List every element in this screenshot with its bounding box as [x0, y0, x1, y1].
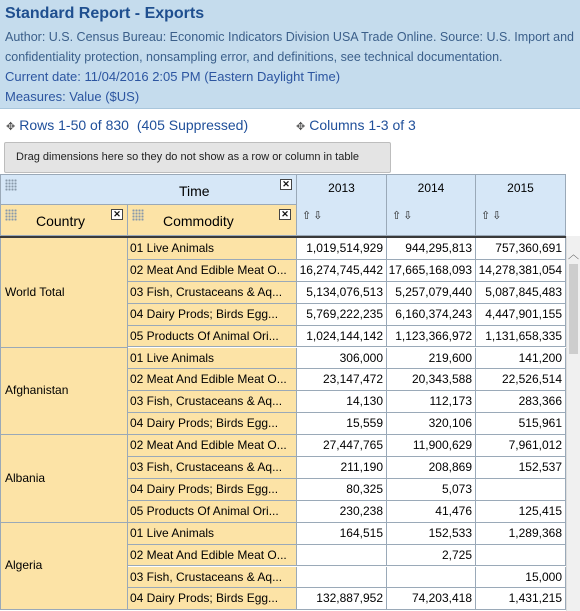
value-cell: 1,431,215	[476, 588, 566, 610]
expand-arrow-icon[interactable]: ✥	[296, 121, 306, 133]
country-label: Algeria	[5, 558, 43, 573]
sort-up-down-icon[interactable]: ⇧⇩	[481, 210, 504, 222]
value-cell: 23,147,472	[297, 369, 387, 391]
drag-grip-icon[interactable]	[5, 179, 17, 191]
value-cell: 515,961	[476, 413, 566, 435]
country-label: Country	[36, 213, 86, 229]
country-label: World Total	[5, 284, 65, 299]
value-cell: 16,274,745,442	[297, 260, 387, 282]
year-label: 2015	[507, 181, 534, 195]
value-cell: 306,000	[297, 348, 387, 370]
commodity-cell[interactable]: 02 Meat And Edible Meat O...	[128, 545, 297, 567]
commodity-cell[interactable]: 02 Meat And Edible Meat O...	[128, 369, 297, 391]
year-header-2015[interactable]	[476, 174, 566, 236]
sort-up-down-icon[interactable]: ⇧⇩	[302, 210, 325, 222]
vertical-scrollbar[interactable]	[566, 236, 580, 611]
country-cell[interactable]	[0, 348, 128, 436]
close-box-icon[interactable]: ✕	[111, 209, 123, 220]
value-cell	[476, 479, 566, 501]
time-label: Time	[179, 183, 210, 199]
commodity-cell[interactable]: 05 Products Of Animal Ori...	[128, 326, 297, 348]
value-cell: 230,238	[297, 501, 387, 523]
value-cell: 1,024,144,142	[297, 326, 387, 348]
expand-arrow-icon[interactable]: ✥	[6, 121, 16, 133]
scrollbar-thumb[interactable]	[569, 264, 578, 354]
value-cell: 152,533	[387, 523, 476, 545]
commodity-cell[interactable]: 03 Fish, Crustaceans & Aq...	[128, 567, 297, 589]
country-cell[interactable]	[0, 238, 128, 348]
commodity-cell[interactable]: 01 Live Animals	[128, 523, 297, 545]
value-cell: 164,515	[297, 523, 387, 545]
sort-up-down-icon[interactable]: ⇧⇩	[392, 210, 415, 222]
chevron-up-icon[interactable]: ︿	[568, 249, 579, 261]
value-cell: 1,123,366,972	[387, 326, 476, 348]
value-cell: 15,559	[297, 413, 387, 435]
drag-dimensions-zone[interactable]: Drag dimensions here so they do not show as a row or column in table	[4, 142, 391, 173]
value-cell: 74,203,418	[387, 588, 476, 610]
commodity-cell[interactable]: 04 Dairy Prods; Birds Egg...	[128, 413, 297, 435]
value-cell: 219,600	[387, 348, 476, 370]
value-cell: 2,725	[387, 545, 476, 567]
value-cell: 125,415	[476, 501, 566, 523]
value-cell: 15,000	[476, 567, 566, 589]
value-cell: 11,900,629	[387, 435, 476, 457]
value-cell	[387, 567, 476, 589]
value-cell: 80,325	[297, 479, 387, 501]
commodity-cell[interactable]: 04 Dairy Prods; Birds Egg...	[128, 588, 297, 610]
year-label: 2014	[417, 181, 445, 195]
value-cell: 112,173	[387, 391, 476, 413]
value-cell: 5,134,076,513	[297, 282, 387, 304]
value-cell: 283,366	[476, 391, 566, 413]
value-cell: 6,160,374,243	[387, 304, 476, 326]
value-cell: 211,190	[297, 457, 387, 479]
value-cell: 17,665,168,093	[387, 260, 476, 282]
report-author: Author: U.S. Census Bureau: Economic Indicators Division USA Trade Online. Source: U.S. Import and confidentiality protection, nonsampling error, and definitions, see technical documentation.	[5, 30, 575, 64]
value-cell: 14,130	[297, 391, 387, 413]
value-cell: 944,295,813	[387, 238, 476, 260]
value-cell: 208,869	[387, 457, 476, 479]
columns-pager[interactable]	[296, 117, 416, 135]
drag-grip-icon[interactable]	[132, 209, 144, 221]
value-cell: 5,257,079,440	[387, 282, 476, 304]
commodity-cell[interactable]: 01 Live Animals	[128, 238, 297, 260]
commodity-cell[interactable]: 02 Meat And Edible Meat O...	[128, 435, 297, 457]
suppressed-count: (405 Suppressed)	[136, 117, 249, 133]
value-cell: 22,526,514	[476, 369, 566, 391]
report-header	[0, 0, 580, 109]
commodity-cell[interactable]: 03 Fish, Crustaceans & Aq...	[128, 282, 297, 304]
value-cell: 20,343,588	[387, 369, 476, 391]
rows-pager[interactable]	[6, 117, 248, 135]
drag-grip-icon[interactable]	[5, 209, 17, 221]
country-label: Albania	[5, 470, 46, 485]
value-cell: 14,278,381,054	[476, 260, 566, 282]
value-cell: 5,087,845,483	[476, 282, 566, 304]
value-cell: 1,131,658,335	[476, 326, 566, 348]
value-cell: 757,360,691	[476, 238, 566, 260]
year-label: 2013	[328, 181, 355, 195]
commodity-cell[interactable]: 03 Fish, Crustaceans & Aq...	[128, 457, 297, 479]
value-cell: 152,537	[476, 457, 566, 479]
columns-range-link[interactable]: Columns 1-3 of 3	[309, 117, 416, 133]
time-dimension-header[interactable]	[0, 174, 297, 205]
commodity-cell[interactable]: 01 Live Animals	[128, 348, 297, 370]
value-cell: 320,106	[387, 413, 476, 435]
country-label: Afghanistan	[5, 383, 69, 398]
value-cell	[297, 545, 387, 567]
country-cell[interactable]	[0, 523, 128, 611]
value-cell: 141,200	[476, 348, 566, 370]
current-date: Current date: 11/04/2016 2:05 PM (Eastern Daylight Time)	[5, 69, 341, 84]
value-cell: 4,447,901,155	[476, 304, 566, 326]
commodity-cell[interactable]: 05 Products Of Animal Ori...	[128, 501, 297, 523]
rows-range-link[interactable]: Rows 1-50 of 830	[19, 117, 129, 133]
value-cell	[476, 545, 566, 567]
close-box-icon[interactable]: ✕	[280, 179, 292, 190]
commodity-label: Commodity	[163, 213, 234, 229]
commodity-cell[interactable]: 04 Dairy Prods; Birds Egg...	[128, 479, 297, 501]
value-cell: 27,447,765	[297, 435, 387, 457]
value-cell	[297, 567, 387, 589]
year-header-2013[interactable]	[297, 174, 387, 236]
value-cell: 5,073	[387, 479, 476, 501]
value-cell: 5,769,222,235	[297, 304, 387, 326]
value-cell: 1,289,368	[476, 523, 566, 545]
commodity-dimension-header[interactable]	[128, 205, 297, 236]
value-cell: 41,476	[387, 501, 476, 523]
measures-label: Measures: Value ($US)	[5, 89, 140, 104]
value-cell: 1,019,514,929	[297, 238, 387, 260]
year-header-2014[interactable]	[387, 174, 476, 236]
commodity-cell[interactable]: 02 Meat And Edible Meat O...	[128, 260, 297, 282]
commodity-cell[interactable]: 04 Dairy Prods; Birds Egg...	[128, 304, 297, 326]
value-cell: 7,961,012	[476, 435, 566, 457]
report-title: Standard Report - Exports	[5, 5, 205, 22]
commodity-cell[interactable]: 03 Fish, Crustaceans & Aq...	[128, 391, 297, 413]
close-box-icon[interactable]: ✕	[279, 209, 291, 220]
country-dimension-header[interactable]	[0, 205, 128, 236]
value-cell: 132,887,952	[297, 588, 387, 610]
country-cell[interactable]	[0, 435, 128, 523]
